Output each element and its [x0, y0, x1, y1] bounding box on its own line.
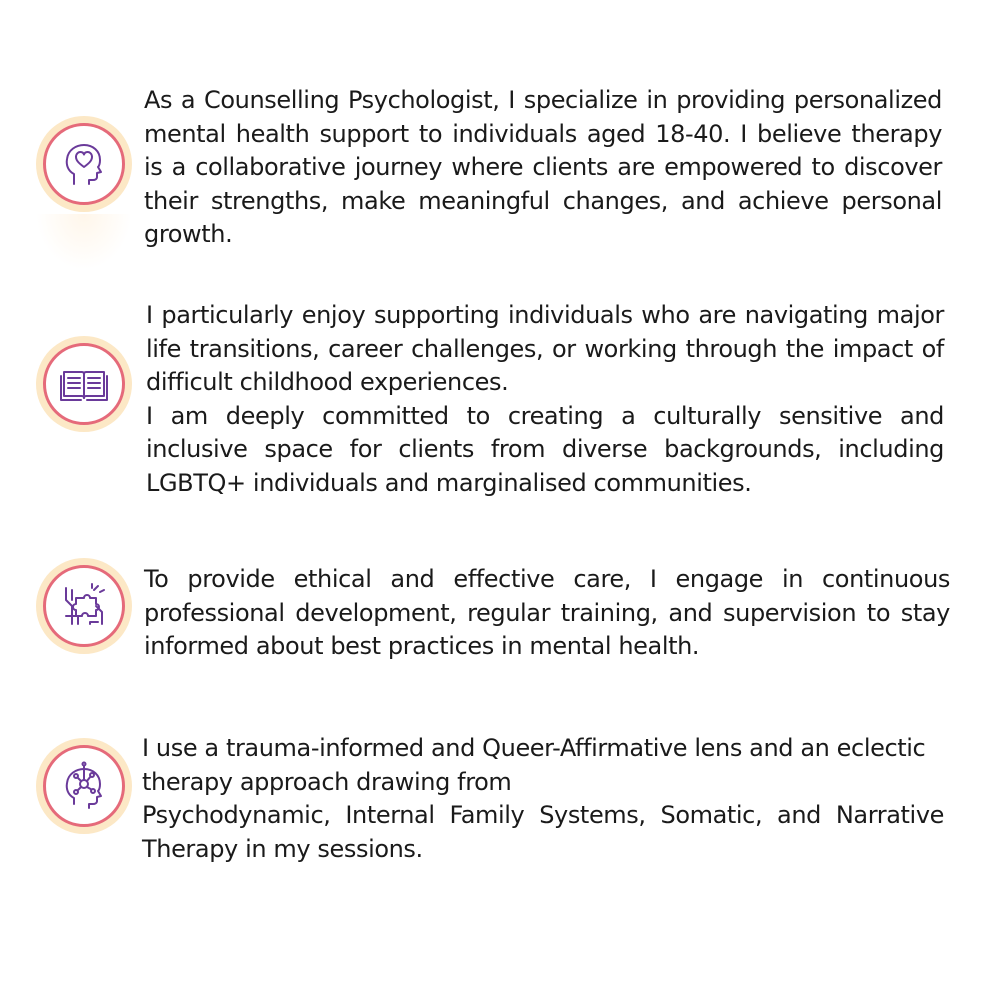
head-network-icon — [54, 756, 114, 816]
icon-badge — [36, 558, 132, 654]
focus-paragraph — [146, 299, 944, 500]
intro-paragraph: As a Counselling Psychologist, I specialize in providing personalized mental health support to individuals aged 18-40. I believe therapy is a collaborative journey where clients are empowered to discover their strengths, make meaningful changes, and achieve personal growth. — [144, 86, 942, 248]
icon-badge — [36, 116, 132, 212]
icon-badge — [36, 738, 132, 834]
approach-text: I use a trauma-informed and Queer-Affirmative lens and an eclectic therapy approach drawing from — [142, 734, 926, 796]
decorative-glow — [36, 214, 132, 270]
puzzle-hands-icon — [54, 576, 114, 636]
head-heart-icon — [54, 134, 114, 194]
focus-text: I particularly enjoy supporting individuals who are navigating major life transitions, career challenges, or working through the impact of difficult childhood experiences. — [146, 301, 944, 396]
inclusion-text: I am deeply committed to creating a culturally sensitive and inclusive space for clients from diverse backgrounds, including LGBTQ+ individuals and marginalised communities. — [146, 401, 944, 497]
approach-paragraph — [142, 732, 944, 866]
open-book-icon — [54, 354, 114, 414]
development-paragraph: To provide ethical and effective care, I engage in continuous professional development, regular training, and supervision to stay informed about best practices in mental health. — [144, 565, 950, 660]
modalities-text: Psychodynamic, Internal Family Systems, Somatic, and Narrative Therapy in my sessions. — [142, 801, 944, 863]
icon-badge — [36, 336, 132, 432]
